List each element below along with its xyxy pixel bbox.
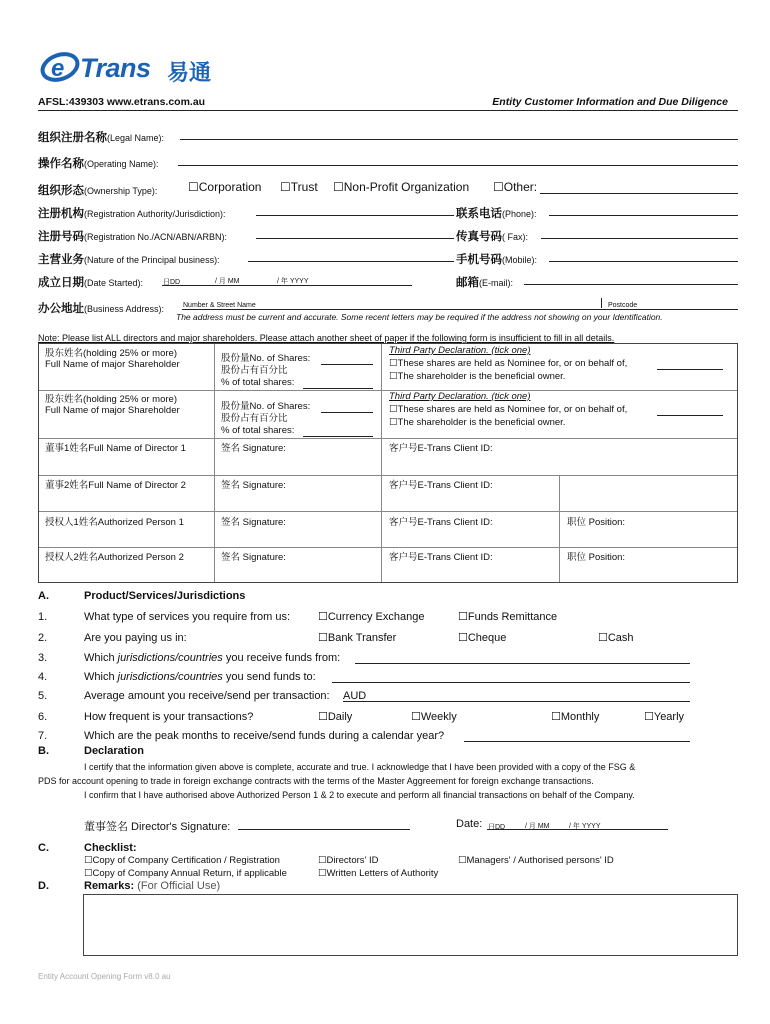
registration-authority-field[interactable] <box>256 215 454 216</box>
registration-no-label: 注册号码(Registration No./ACN/ABN/ARBN): <box>38 231 228 243</box>
q2-number: 2. <box>38 632 48 644</box>
checklist-directors-id[interactable]: ☐Directors' ID <box>318 855 379 866</box>
business-address-field[interactable] <box>182 309 738 310</box>
fax-field[interactable] <box>541 238 738 239</box>
q2-cheque-checkbox[interactable]: ☐Cheque <box>458 632 507 644</box>
fax-label: 传真号码( Fax): <box>456 231 528 243</box>
q2-cash-checkbox[interactable]: ☐Cash <box>598 632 634 644</box>
q1-funds-remittance-checkbox[interactable]: ☐Funds Remittance <box>458 611 558 623</box>
phone-label: 联系电话(Phone): <box>456 208 537 220</box>
section-c-title: Checklist: <box>84 842 137 854</box>
legal-name-label: 组织注册名称(Legal Name): <box>38 132 165 144</box>
checklist-letters-authority[interactable]: ☐Written Letters of Authority <box>318 868 439 879</box>
legal-name-field[interactable] <box>180 139 738 140</box>
ownership-type-label: 组织形态(Ownership Type): <box>38 185 158 197</box>
director1-signature-label: 签名 Signature: <box>221 443 286 454</box>
q4-number: 4. <box>38 671 48 683</box>
shareholder2-label-cn: 股东姓名(holding 25% or more) <box>45 394 177 405</box>
q6-number: 6. <box>38 711 48 723</box>
director2-signature-label: 签名 Signature: <box>221 480 286 491</box>
director-signature-field[interactable] <box>238 829 410 830</box>
logo-chinese: 易通 <box>167 60 212 85</box>
q6-weekly-checkbox[interactable]: ☐Weekly <box>411 711 457 723</box>
address-note: The address must be current and accurate. Some recent letters may be required if the address not showing on your Identification. <box>176 312 663 322</box>
director1-label: 董事1姓名Full Name of Director 1 <box>45 443 186 454</box>
auth2-signature-label: 签名 Signature: <box>221 552 286 563</box>
ownership-trust-checkbox[interactable]: ☐Trust <box>280 180 318 194</box>
checklist-managers-id[interactable]: ☐Managers' / Authorised persons' ID <box>458 855 614 866</box>
operating-name-label: 操作名称(Operating Name): <box>38 158 159 170</box>
shareholder1-tpd-title: Third Party Declaration. (tick one) <box>389 345 531 356</box>
ownership-other-field[interactable] <box>540 193 738 194</box>
phone-field[interactable] <box>549 215 738 216</box>
q6-daily-checkbox[interactable]: ☐Daily <box>318 711 353 723</box>
q2-text: Are you paying us in: <box>84 632 187 644</box>
ownership-other-checkbox[interactable]: ☐Other: <box>493 180 538 194</box>
checklist-company-certification[interactable]: ☐Copy of Company Certification / Registration <box>84 855 280 866</box>
date-started-field[interactable] <box>162 285 412 286</box>
q3-text: Which jurisdictions/countries you receive funds from: <box>84 652 341 664</box>
q4-text: Which jurisdictions/countries you send funds to: <box>84 671 316 683</box>
shareholder1-pct-label: % of total shares: <box>221 377 295 388</box>
shareholder2-tpd-title: Third Party Declaration. (tick one) <box>389 391 531 402</box>
business-address-label: 办公地址(Business Address): <box>38 303 165 315</box>
q1-currency-exchange-checkbox[interactable]: ☐Currency Exchange <box>318 611 425 623</box>
remarks-label: Remarks: (For Official Use) <box>84 880 221 892</box>
q6-yearly-checkbox[interactable]: ☐Yearly <box>644 711 685 723</box>
header-rule <box>38 110 738 111</box>
shareholder2-label-en: Full Name of major Shareholder <box>45 405 180 416</box>
director1-client-id-label: 客户号E-Trans Client ID: <box>389 443 493 454</box>
q5-text: Average amount you receive/send per transaction: <box>84 690 330 702</box>
email-label: 邮箱(E-mail): <box>456 277 513 289</box>
q2-bank-transfer-checkbox[interactable]: ☐Bank Transfer <box>318 632 397 644</box>
director2-label: 董事2姓名Full Name of Director 2 <box>45 480 186 491</box>
logo-word: Trans <box>80 53 151 83</box>
shareholder2-shares-label: 股份量No. of Shares: <box>221 401 311 412</box>
declaration-date-label: Date: <box>456 818 483 830</box>
auth1-signature-label: 签名 Signature: <box>221 517 286 528</box>
date-started-year[interactable]: / 年 YYYY <box>277 278 309 285</box>
q4-field[interactable] <box>332 682 690 683</box>
auth1-label: 授权人1姓名Authorized Person 1 <box>45 517 184 528</box>
section-c-letter: C. <box>38 842 49 854</box>
section-b-letter: B. <box>38 745 49 757</box>
auth1-client-id-label: 客户号E-Trans Client ID: <box>389 517 493 528</box>
q7-field[interactable] <box>464 741 690 742</box>
address-postcode-hint: Postcode <box>608 302 638 309</box>
shareholder2-beneficial-checkbox[interactable]: ☐The shareholder is the beneficial owner. <box>389 417 566 428</box>
declaration-line3: I confirm that I have authorised above Authorized Person 1 & 2 to execute and perform all financial transactions on behalf of the Company. <box>84 790 635 800</box>
q3-field[interactable] <box>355 663 690 664</box>
shareholder1-label-en: Full Name of major Shareholder <box>45 359 180 370</box>
section-a-title: Product/Services/Jurisdictions <box>84 590 246 602</box>
date-started-day[interactable]: 日DD <box>163 279 181 286</box>
form-title: Entity Customer Information and Due Diligence <box>492 96 728 108</box>
registration-authority-label: 注册机构(Registration Authority/Jurisdiction): <box>38 208 226 220</box>
shareholder2-nominee-checkbox[interactable]: ☐These shares are held as Nominee for, or on behalf of, <box>389 404 628 415</box>
directors-shareholders-table <box>38 343 738 583</box>
shareholder2-pct-cn: 股份占有百分比 <box>221 413 288 424</box>
shareholder1-nominee-checkbox[interactable]: ☐These shares are held as Nominee for, or on behalf of, <box>389 358 628 369</box>
declaration-line2: PDS for account opening to trade in foreign exchange contracts with the terms of the Master Aggreement for foreign exchange transactions. <box>38 776 594 786</box>
shareholder2-pct-label: % of total shares: <box>221 425 295 436</box>
declaration-date-year[interactable]: / 年 YYYY <box>569 823 601 830</box>
q1-number: 1. <box>38 611 48 623</box>
address-street-hint: Number & Street Name <box>183 302 256 309</box>
afsl-website: AFSL:439303 www.etrans.com.au <box>38 96 206 108</box>
q7-text: Which are the peak months to receive/send funds during a calendar year? <box>84 730 445 742</box>
director2-client-id-label: 客户号E-Trans Client ID: <box>389 480 493 491</box>
ownership-corporation-checkbox[interactable]: ☐Corporation <box>188 180 262 194</box>
mobile-field[interactable] <box>549 261 738 262</box>
section-a-letter: A. <box>38 590 49 602</box>
shareholder1-nominee-field[interactable] <box>657 369 723 370</box>
section-d-letter: D. <box>38 880 49 892</box>
q3-number: 3. <box>38 652 48 664</box>
shareholder2-nominee-field[interactable] <box>657 415 723 416</box>
q5-currency: AUD <box>343 690 367 702</box>
shareholder1-pct-cn: 股份占有百分比 <box>221 365 288 376</box>
shareholder1-label-cn: 股东姓名(holding 25% or more) <box>45 348 177 359</box>
q5-field[interactable] <box>343 701 690 702</box>
q1-text: What type of services you require from us: <box>84 611 291 623</box>
operating-name-field[interactable] <box>178 165 738 166</box>
auth2-label: 授权人2姓名Authorized Person 2 <box>45 552 184 563</box>
director-signature-label: 董事签名 Director's Signature: <box>84 821 231 833</box>
shareholder1-shares-label: 股份量No. of Shares: <box>221 353 311 364</box>
nature-business-field[interactable] <box>248 261 454 262</box>
q6-text: How frequent is your transactions? <box>84 711 254 723</box>
date-started-label: 成立日期(Date Started): <box>38 277 144 289</box>
footer-version: Entity Account Opening Form v8.0 au <box>38 972 171 981</box>
registration-no-field[interactable] <box>256 238 454 239</box>
checklist-annual-return[interactable]: ☐Copy of Company Annual Return, if applicable <box>84 868 287 879</box>
auth1-position-label: 职位 Position: <box>567 517 626 528</box>
q7-number: 7. <box>38 730 48 742</box>
date-started-month[interactable]: / 月 MM <box>215 278 240 285</box>
shareholder2-shares-field[interactable] <box>321 412 373 413</box>
ownership-nonprofit-checkbox[interactable]: ☐Non-Profit Organization <box>333 180 470 194</box>
auth2-client-id-label: 客户号E-Trans Client ID: <box>389 552 493 563</box>
q6-monthly-checkbox[interactable]: ☐Monthly <box>551 711 600 723</box>
declaration-date-month[interactable]: / 月 MM <box>525 823 550 830</box>
shareholder1-pct-field[interactable] <box>303 388 373 389</box>
mobile-label: 手机号码(Mobile): <box>456 254 538 266</box>
table-note: Note: Please list ALL directors and major shareholders. Please attach another sheet of paper if the following form is insufficient to fill in all details. <box>38 333 615 343</box>
shareholder1-beneficial-checkbox[interactable]: ☐The shareholder is the beneficial owner. <box>389 371 566 382</box>
address-separator <box>601 298 602 308</box>
shareholder1-shares-field[interactable] <box>321 364 373 365</box>
email-field[interactable] <box>524 284 738 285</box>
etrans-logo-icon <box>40 50 80 82</box>
svg-text:e: e <box>51 55 65 82</box>
declaration-line1: I certify that the information given above is complete, accurate and true. I acknowledge that I have been provided with a copy of the FSG & <box>84 762 636 772</box>
nature-business-label: 主营业务(Nature of the Principal business): <box>38 254 220 266</box>
section-b-title: Declaration <box>84 745 144 757</box>
declaration-date-field[interactable] <box>487 829 668 830</box>
shareholder2-pct-field[interactable] <box>303 436 373 437</box>
remarks-box[interactable] <box>83 894 738 956</box>
auth2-position-label: 职位 Position: <box>567 552 626 563</box>
q5-number: 5. <box>38 690 48 702</box>
declaration-date-day[interactable]: 日DD <box>488 824 506 831</box>
